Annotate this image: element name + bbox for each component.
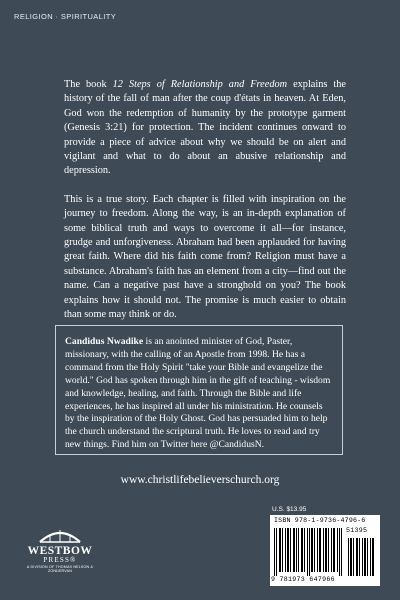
book-title: 12 Steps of Relationship and Freedom [112,79,288,90]
ean-digits: 9 781973 647966 [271,576,335,583]
blurb-p1-body: explains the history of the fall of man after the coup d'états in heaven. At Eden, God won the redemption of humanity by the prototype garment (Genesis 3:21) for protection. The incident continues onward to provide a piece of advice about why we should be on alert and vigilant and what to do about an abusive relationship and depression. [64,79,346,177]
publisher-division: A DIVISION OF THOMAS NELSON & ZONDERVAN [26,565,94,573]
publisher-press: PRESS® [43,556,77,564]
category-label: RELIGION · SPIRITUALITY [14,12,117,21]
price-addon-digits: 51395 [346,527,368,534]
publisher-logo [18,526,102,586]
website-url[interactable]: www.christlifebelieverschurch.org [120,474,280,486]
blurb-p1-intro: The book [64,79,113,90]
isbn-number: ISBN 978-1-9736-4796-6 [274,517,366,524]
author-bio-text: is an anointed minister of God, Paster, missionary, with the calling of an Apostle from 1998. He has a command from the Holy Spirit "take your Bible and evangelize the world." God has spoken through him in the gift of teaching - wisdom and knowledge, healing, and faith. Through the Bible and life experiences, he has inspired all under his ministration. He counsels by the inspiration of the Holy Ghost. God has persuaded him to help the church understand the scriptural truth. He loves to read and try new things. Find him on Twitter here @CandidusN. [65,336,331,451]
publisher-name: WESTBOW [27,545,93,557]
barcode-panel [270,515,380,586]
author-bio-box [55,325,343,455]
author-name: Candidus Nwadike [65,336,144,347]
blurb-paragraph-2: This is a true story. Each chapter is filled with inspiration on the journey to freedom. Along the way, is an in-depth explanation of some biblical truth and ways to overcome it all—for instance, grudge and unforgiveness. Abraham had been applauded for having great faith. Where did his faith come from? Religion must have a substance. Abraham's faith has an element from a city—find out the name. Can a negative past have a stronghold on you? The book explains how it should not. The promise is much easier to obtain than some may think or do. [64,193,346,321]
publisher-bridge-icon [38,526,82,544]
barcode-image [274,528,376,576]
blurb-paragraph-1 [64,78,346,179]
price-label: U.S. $13.95 [272,506,307,513]
back-cover-blurb [64,78,346,337]
